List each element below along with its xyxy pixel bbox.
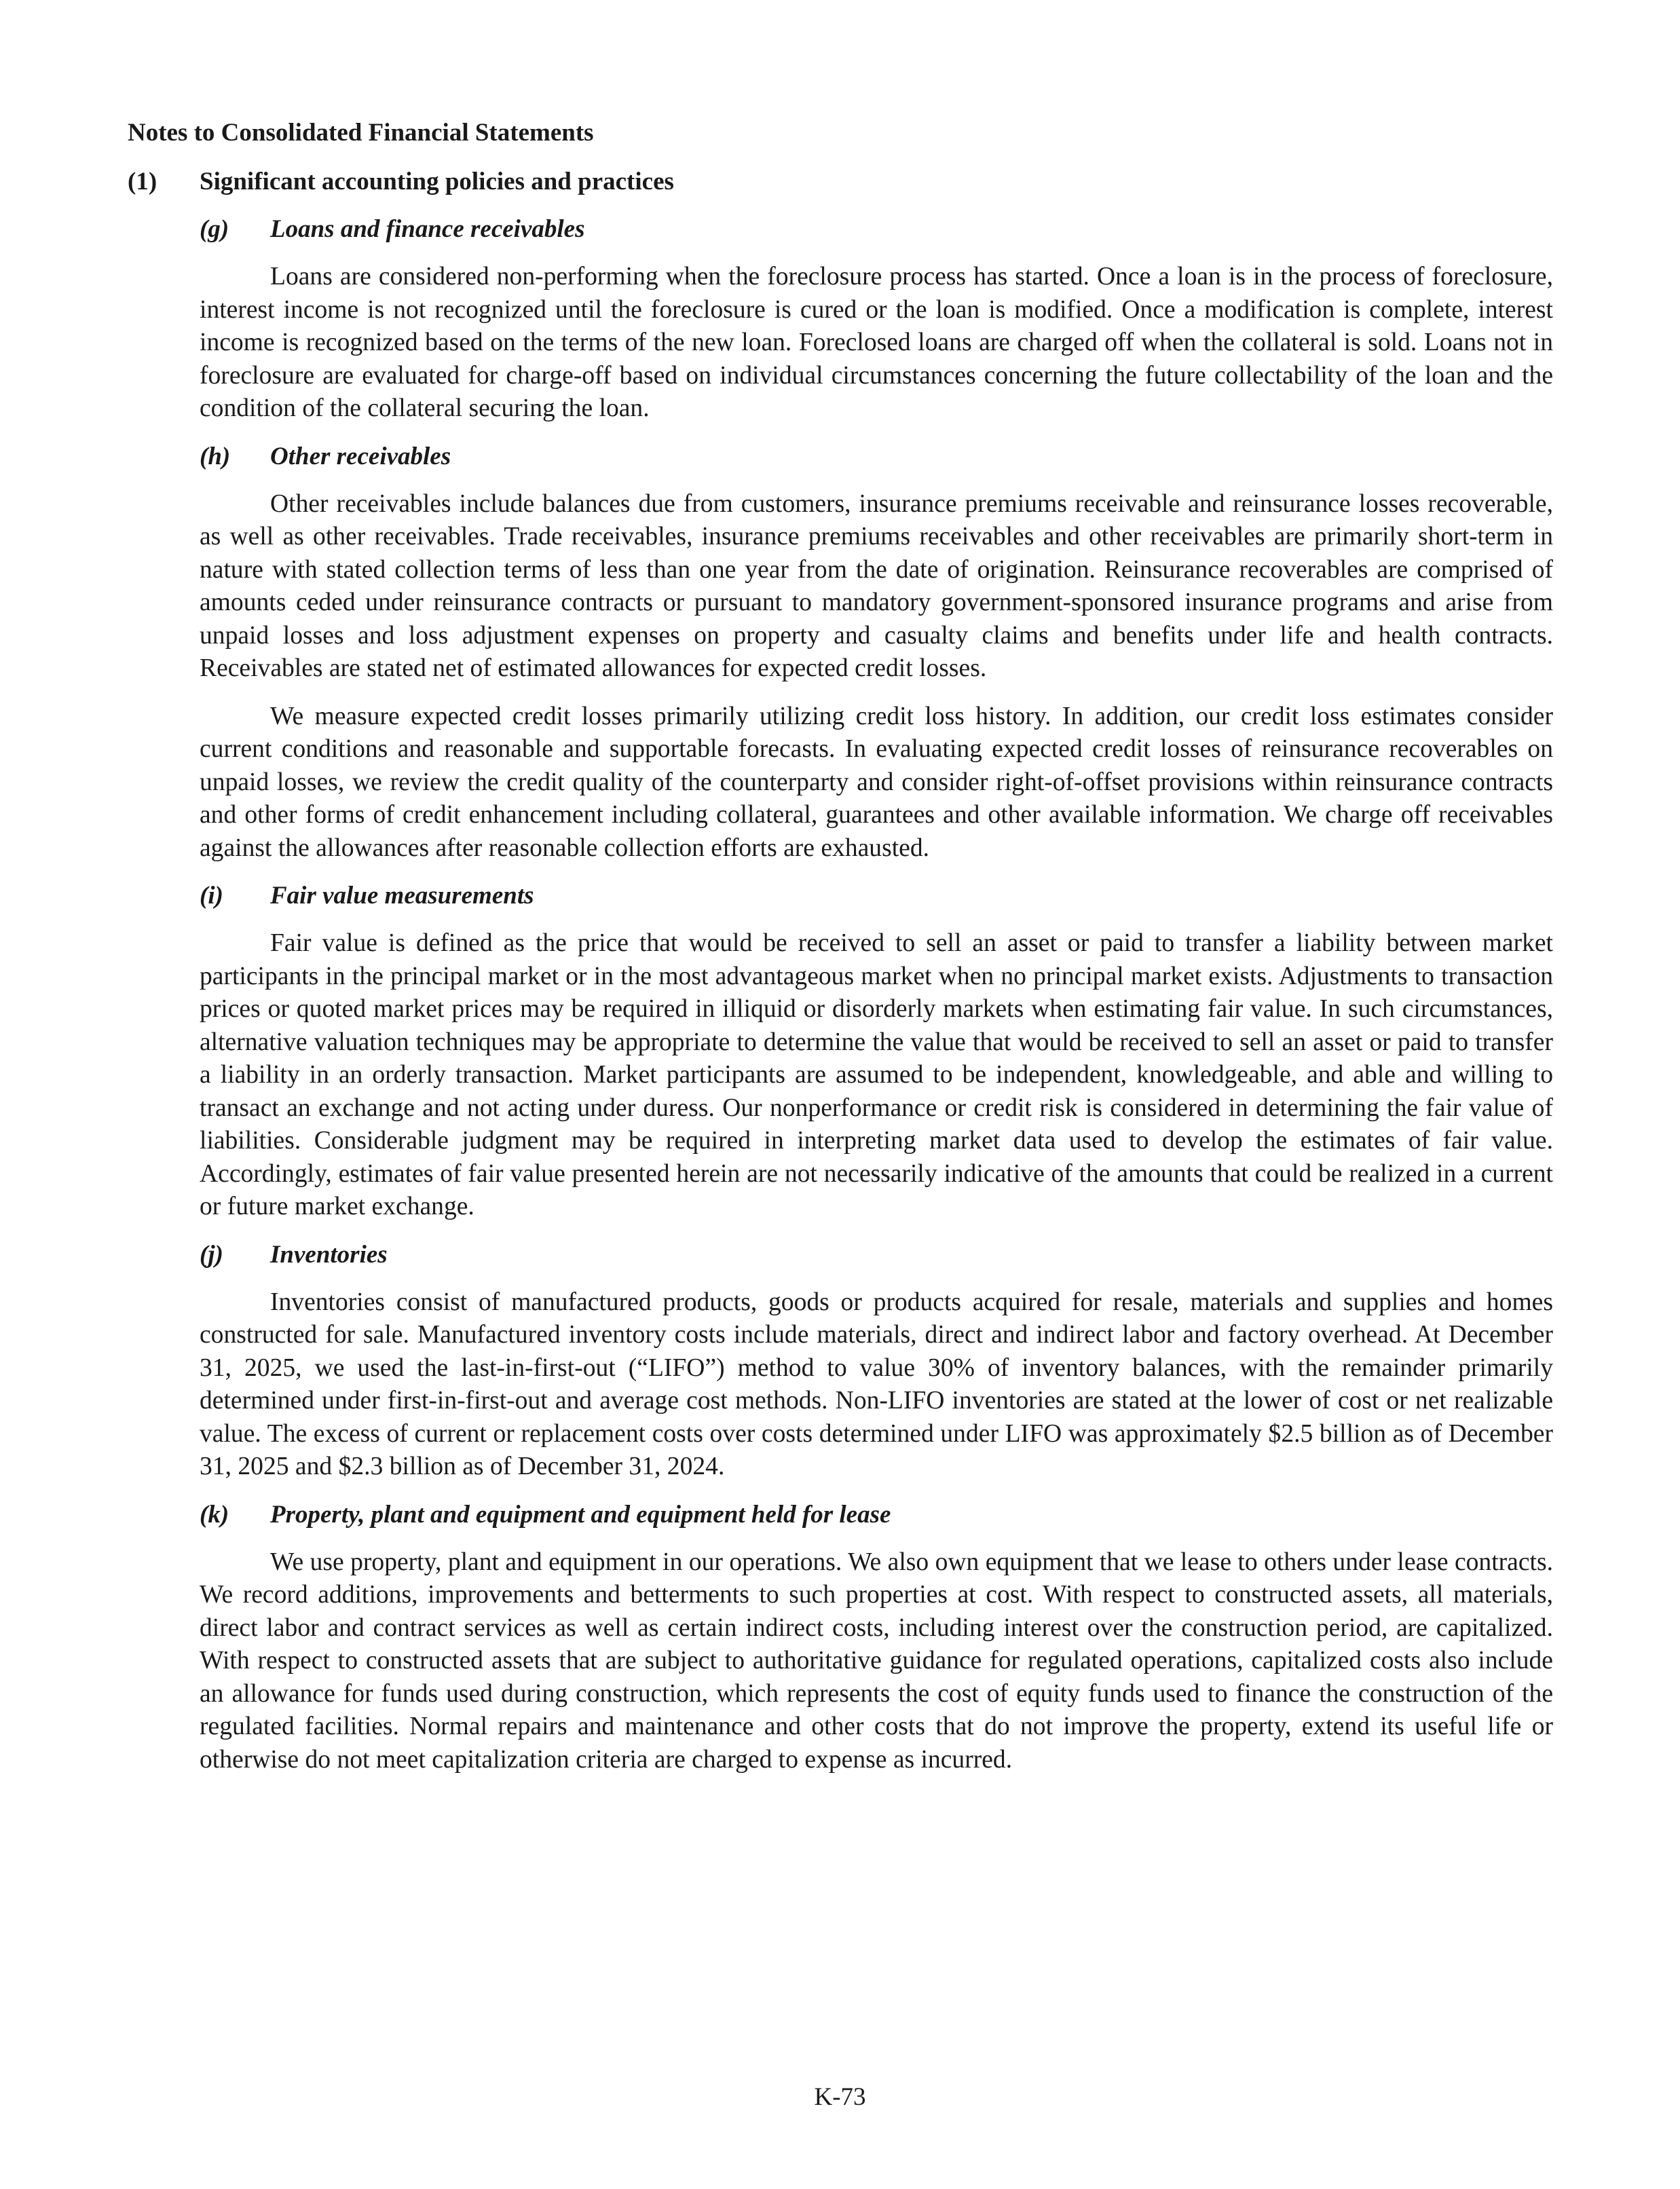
section-letter: (g) <box>200 215 229 243</box>
note-title: Significant accounting policies and practices <box>200 168 674 195</box>
section-heading <box>200 1239 1553 1271</box>
section-other-receivables <box>200 441 1553 865</box>
section-loans-and-finance-receivables <box>200 213 1553 426</box>
document-title: Notes to Consolidated Financial Statements <box>128 119 594 147</box>
section-heading <box>200 880 1553 912</box>
paragraph: We measure expected credit losses primarily utilizing credit loss history. In addition, our credit loss estimates consider current conditions and reasonable and supportable forecasts. In evaluating expected credit losses of reinsurance recoverables on unpaid losses, we review the credit quality of the counterparty and consider right-of-offset provisions within reinsurance contracts and other forms of credit enhancement including collateral, guarantees and other available information. We charge off receivables against the allowances after reasonable collection efforts are exhausted. <box>200 702 1553 862</box>
section-letter: (i) <box>200 882 223 910</box>
section-inventories <box>200 1239 1553 1484</box>
paragraph: Fair value is defined as the price that would be received to sell an asset or paid to transfer a liability between market participants in the principal market or in the most advantageous market when no principal market exists. Adjustments to transaction prices or quoted market prices may be required in illiquid or disorderly markets when estimating fair value. In such circumstances, alternative valuation techniques may be appropriate to determine the value that would be received to sell an asset or paid to transfer a liability in an orderly transaction. Market participants are assumed to be independent, knowledgeable, and able and willing to transact an exchange and not acting under duress. Our nonperformance or credit risk is considered in determining the fair value of liabilities. Considerable judgment may be required in interpreting market data used to develop the estimates of fair value. Accordingly, estimates of fair value presented herein are not necessarily indicative of the amounts that could be realized in a current or future market exchange. <box>200 929 1553 1220</box>
section-heading <box>200 441 1553 473</box>
section-letter: (j) <box>200 1240 223 1269</box>
section-title: Fair value measurements <box>270 882 534 910</box>
paragraph: Inventories consist of manufactured products, goods or products acquired for resale, materials and supplies and homes constructed for sale. Manufactured inventory costs include materials, direct and indirect labor and factory overhead. At December 31, 2025, we used the last-in-first-out (“LIFO”) method to value 30% of inventory balances, with the remainder primarily determined under first-in-first-out and average cost methods. Non-LIFO inventories are stated at the lower of cost or net realizable value. The excess of current or replacement costs over costs determined under LIFO was approximately $2.5 billion as of December 31, 2025 and $2.3 billion as of December 31, 2024. <box>200 1288 1553 1480</box>
paragraph: Other receivables include balances due from customers, insurance premiums receivable and reinsurance losses recoverable, as well as other receivables. Trade receivables, insurance premiums receivables and other receivables are primarily short-term in nature with stated collection terms of less than one year from the date of origination. Reinsurance recoverables are comprised of amounts ceded under reinsurance contracts or pursuant to mandatory government-sponsored insurance programs and arise from unpaid losses and loss adjustment expenses on property and casualty claims and benefits under life and health contracts. Receivables are stated net of estimated allowances for expected credit losses. <box>200 489 1553 682</box>
section-fair-value-measurements <box>200 880 1553 1224</box>
section-letter: (k) <box>200 1500 229 1529</box>
page-number: K-73 <box>814 2083 866 2111</box>
note-content <box>200 213 1553 1791</box>
note-number: (1) <box>128 168 157 195</box>
note-heading <box>128 166 674 198</box>
section-title: Other receivables <box>270 442 451 470</box>
section-title: Loans and finance receivables <box>270 215 585 243</box>
section-letter: (h) <box>200 442 231 470</box>
paragraph: We use property, plant and equipment in our operations. We also own equipment that we lease to others under lease contracts. We record additions, improvements and betterments to such properties at cost. With respect to constructed assets, all materials, direct labor and contract services as well as certain indirect costs, including interest over the construction period, are capitalized. With respect to constructed assets that are subject to authoritative guidance for regulated operations, capitalized costs also include an allowance for funds used during construction, which represents the cost of equity funds used to finance the construction of the regulated facilities. Normal repairs and maintenance and other costs that do not improve the property, extend its useful life or otherwise do not meet capitalization criteria are charged to expense as incurred. <box>200 1548 1553 1774</box>
section-title: Inventories <box>270 1240 388 1269</box>
section-property-plant-and-equipment <box>200 1499 1553 1777</box>
section-heading <box>200 213 1553 246</box>
section-title: Property, plant and equipment and equipment held for lease <box>270 1500 891 1529</box>
section-heading <box>200 1499 1553 1531</box>
paragraph: Loans are considered non-performing when the foreclosure process has started. Once a loan is in the process of foreclosure, interest income is not recognized until the foreclosure is cured or the loan is modified. Once a modification is complete, interest income is recognized based on the terms of the new loan. Foreclosed loans are charged off when the collateral is sold. Loans not in foreclosure are evaluated for charge-off based on individual circumstances concerning the future collectability of the loan and the condition of the collateral securing the loan. <box>200 263 1553 422</box>
